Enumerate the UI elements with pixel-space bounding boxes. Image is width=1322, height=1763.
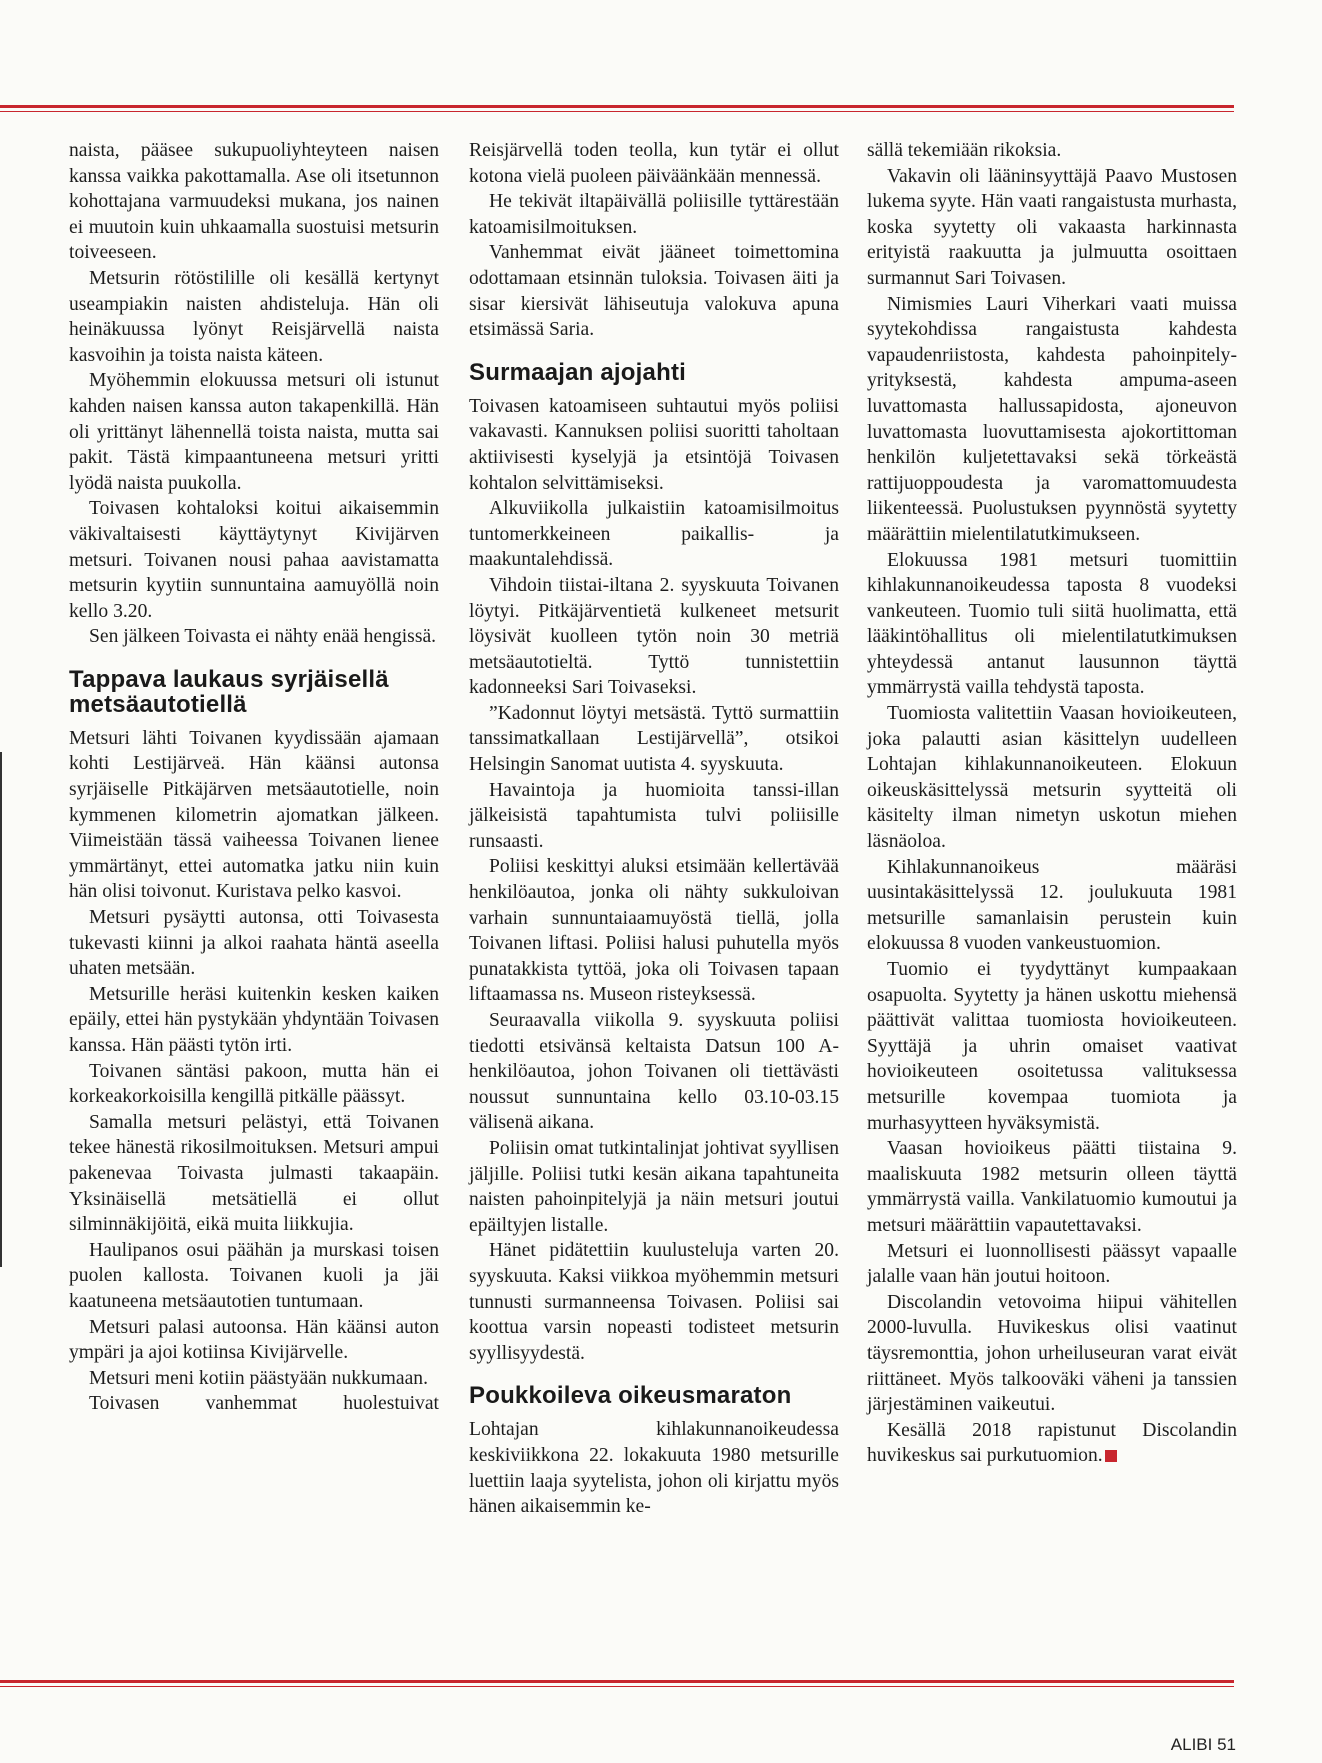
paragraph-text: Kesällä 2018 rapistunut Discolandin huvikeskus sai purkutuomion. <box>867 1419 1237 1467</box>
paragraph: Toivanen säntäsi pakoon, mutta hän ei korkeakorkoisilla kengillä pitkälle päässyt. <box>69 1060 439 1108</box>
paragraph: Discolandin vetovoima hiipui vähitellen 2000-luvulla. Huvikeskus olisi vaatinut täysremonttia, johon urheiluseuran varat eivät riittäneet. Myös talkooväki väheni ja tanssien järjestäminen vaikeutui. <box>867 1291 1237 1416</box>
section-heading: Tappava laukaus syrjäisellä metsäautotiellä <box>69 665 389 718</box>
paragraph: Toivasen kohtaloksi koitui aikaisemmin väkivaltaisesti käyttäytynyt Kivijärven metsuri. Toivanen nousi pahaa aavistamatta metsurin kyytiin sunnuntaina aamuyöllä noin kello 3.20. <box>69 498 439 622</box>
paragraph: Vakavin oli lääninsyyttäjä Paavo Mustosen lukema syyte. Hän vaati rangaistusta murhasta, koska syytetty oli vakaasta harkinnasta erityistä raakuutta ja julmuutta osoittaen surmannut Sari Toivasen. <box>867 165 1237 289</box>
paragraph: He tekivät iltapäivällä poliisille tyttärestään katoamisilmoituksen. <box>469 191 839 238</box>
paragraph: Metsuri pysäytti autonsa, otti Toivasesta tukevasti kiinni ja alkoi raahata häntä aseella uhaten metsään. <box>69 907 439 980</box>
paragraph: Alkuviikolla julkaistiin katoamisilmoitus tuntomerkkeineen paikallis- ja maakuntalehdissä. <box>469 498 839 571</box>
paragraph: Poliisi keskittyi aluksi etsimään kellertävää henkilöautoa, jonka oli nähty sukkuloivan varhain sunnuntaiaamuyöstä tiellä, jolla Toivanen liftasi. Poliisi halusi puhutella myös punatakkista tyttöä, joka oli Toivasen tapaan liftaamassa ns. Museon risteyksessä. <box>469 856 839 1006</box>
paragraph: Sen jälkeen Toivasta ei nähty enää hengissä. <box>89 626 437 648</box>
paragraph: Hänet pidätettiin kuulusteluja varten 20. syyskuuta. Kaksi viikkoa myöhemmin metsuri tunnusti surmanneensa Toivasen. Poliisi sai koottua varsin nopeasti todisteet metsurin syyllisyydestä. <box>469 1240 839 1364</box>
top-rule-thin <box>0 111 1234 112</box>
paragraph: Metsuri meni kotiin päästyään nukkumaan. <box>89 1367 429 1389</box>
closing-paragraph <box>867 1418 1237 1469</box>
article-column-2 <box>469 138 839 1520</box>
end-of-article-mark-icon <box>1105 1450 1117 1462</box>
paragraph: Lohtajan kihlakunnanoikeudessa keskiviikkona 22. lokakuuta 1980 metsurille luettiin laaja syytelista, johon oli kirjattu myös hänen aikaisemmin ke- <box>469 1419 839 1518</box>
paragraph: Toivasen vanhemmat huolestuivat <box>89 1393 439 1415</box>
paragraph: Haulipanos osui päähän ja murskasi toisen puolen kallosta. Toivanen kuoli ja jäi kaatuneena metsäautotien tuntumaan. <box>69 1239 439 1312</box>
paragraph: Metsuri lähti Toivanen kyydissään ajamaan kohti Lestijärveä. Hän käänsi autonsa syrjäiselle Pitkäjärven metsäautotielle, noin kymmenen kilometrin ajomatkan jälkeen. Viimeistään tässä vaiheessa Toivanen lienee ymmärtänyt, ettei automatka jatku niin kuin hän olisi toivonut. Kuristava pelko kasvoi. <box>69 727 439 903</box>
paragraph: Vaasan hovioikeus päätti tiistaina 9. maaliskuuta 1982 metsurin olleen täyttä ymmärrystä vailla. Vankilatuomio kumoutui ja metsuri määrättiin vapautettavaksi. <box>867 1138 1237 1236</box>
paragraph: Myöhemmin elokuussa metsuri oli istunut kahden naisen kanssa auton takapenkillä. Hän oli yrittänyt lähennellä toista naista, mutta sai pakit. Tästä kimpaantuneena metsuri yritti lyödä naista puukolla. <box>69 370 439 494</box>
paragraph: Kihlakunnanoikeus määräsi uusintakäsittelyssä 12. joulukuuta 1981 metsurille samanlaisin perustein kuin elokuussa 8 vuoden vankeustuomion. <box>867 856 1237 955</box>
bottom-rule-thin <box>0 1686 1234 1687</box>
paragraph: Samalla metsuri pelästyi, että Toivanen tekee hänestä rikosilmoituksen. Metsuri ampui pakenevaa Toivasta julmasti takaapäin. Yksinäisellä metsätiellä ei ollut silminnäkijöitä, eikä muita liikkujia. <box>69 1111 439 1236</box>
paragraph: Metsurille heräsi kuitenkin kesken kaiken epäily, ettei hän pystykään yhdyntään Toivasen kanssa. Hän päästi tytön irti. <box>69 983 439 1056</box>
top-rule <box>0 105 1234 108</box>
paragraph: Tuomiosta valitettiin Vaasan hovioikeuteen, joka palautti asian käsittelyn uudelleen Lohtajan kihlakunnanoikeuteen. Elokuun oikeuskäsittelyssä metsurin syytteitä oli käsitelty ilman nimetyn uskotun miehen läsnäoloa. <box>867 703 1237 853</box>
article-column-1 <box>69 138 439 1417</box>
paragraph: Nimismies Lauri Viherkari vaati muissa syytekohdissa rangaistusta kahdesta vapaudenriistosta, kahdesta pahoinpitely-yrityksestä, kahdesta ampuma-aseen luvattomasta hallussapidosta, ajoneuvon luvattomasta luovuttamisesta ajokortittoman henkilön kuljetettavaksi sekä törkeästä rattijuoppoudesta ja varomattomuudesta liikenteessä. Puolustuksen pyynnöstä syytetty määrättiin mielentilatutkimukseen. <box>867 293 1237 545</box>
page-folio: ALIBI 51 <box>1170 1735 1236 1754</box>
paragraph: Metsurin rötöstilille oli kesällä kertynyt useampiakin naisten ahdisteluja. Hän oli heinäkuussa lyönyt Reisjärvellä naista kasvoihin ja toista naista käteen. <box>69 267 439 366</box>
paragraph: Elokuussa 1981 metsuri tuomittiin kihlakunnanoikeudessa taposta 8 vuodeksi vankeuteen. Tuomio tuli siitä huolimatta, että lääkintöhallitus oli mielentilatutkimuksen yhteydessä antanut lausunnon täyttä ymmärrystä vailla tehdystä taposta. <box>867 549 1237 699</box>
bottom-rule <box>0 1680 1234 1683</box>
paragraph: Poliisin omat tutkintalinjat johtivat syyllisen jäljille. Poliisi tutki kesän aikana tapahtuneita naisten pahoinpitelyjä ja näin metsuri joutui epäiltyjen listalle. <box>469 1137 839 1236</box>
paragraph: Metsuri ei luonnollisesti päässyt vapaalle jalalle vaan hän joutui hoitoon. <box>867 1240 1237 1288</box>
article-column-3 <box>867 138 1237 1469</box>
section-heading: Poukkoileva oikeusmaraton <box>469 1382 792 1410</box>
page-edge-mark <box>0 752 2 1267</box>
paragraph: ”Kadonnut löytyi metsästä. Tyttö surmattiin tanssimatkallaan Lestijärvellä”, otsikoi Helsingin Sanomat uutista 4. syyskuuta. <box>469 702 839 776</box>
section-heading: Surmaajan ajojahti <box>469 358 686 386</box>
paragraph: Toivasen katoamiseen suhtautui myös poliisi vakavasti. Kannuksen poliisi suoritti taholtaan aktiivisesti kyselyjä ja etsintöjä Toivasen kohtalon selvittämiseksi. <box>469 395 839 494</box>
paragraph: naista, pääsee sukupuoliyhteyteen naisen kanssa vaikka pakottamalla. Ase oli itsetunnon kohottajana varmuudeksi mukana, jos nainen ei muutoin kuin uhkaamalla suostuisi metsurin toiveeseen. <box>69 140 439 264</box>
paragraph: Tuomio ei tyydyttänyt kumpaakaan osapuolta. Syytetty ja hänen uskottu miehensä päättivät valittaa tuomiosta hovioikeuteen. Syyttäjä ja uhrin omaiset vaativat hovioikeuteen osoitetussa valituksessa metsurille kovempaa tuomiota ja murhasyytteen hyväksymistä. <box>867 959 1237 1134</box>
paragraph: Metsuri palasi autoonsa. Hän käänsi auton ympäri ja ajoi kotiinsa Kivijärvelle. <box>69 1316 439 1364</box>
paragraph: Vanhemmat eivät jääneet toimettomina odottamaan etsinnän tuloksia. Toivasen äiti ja sisar kiersivät lähiseutuja valokuva apuna etsimässä Saria. <box>469 242 839 341</box>
paragraph: Havaintoja ja huomioita tanssi-illan jälkeisistä tapahtumista tulvi poliisille runsaasti. <box>469 779 839 852</box>
paragraph: Reisjärvellä toden teolla, kun tytär ei ollut kotona vielä puoleen päiväänkään mennessä. <box>469 140 839 187</box>
paragraph: Vihdoin tiistai-iltana 2. syyskuuta Toivanen löytyi. Pitkäjärventietä kulkeneet metsurit löysivät kuolleen tytön noin 30 metriä metsäautotieltä. Tyttö tunnistettiin kadonneeksi Sari Toivaseksi. <box>469 574 839 699</box>
paragraph: sällä tekemiään rikoksia. <box>867 140 1062 161</box>
paragraph: Seuraavalla viikolla 9. syyskuuta poliisi tiedotti etsivänsä keltaista Datsun 100 A-henkilöautoa, johon Toivanen oli tiettävästi noussut sunnuntaina kello 03.10-03.15 välisenä aikana. <box>469 1010 839 1134</box>
